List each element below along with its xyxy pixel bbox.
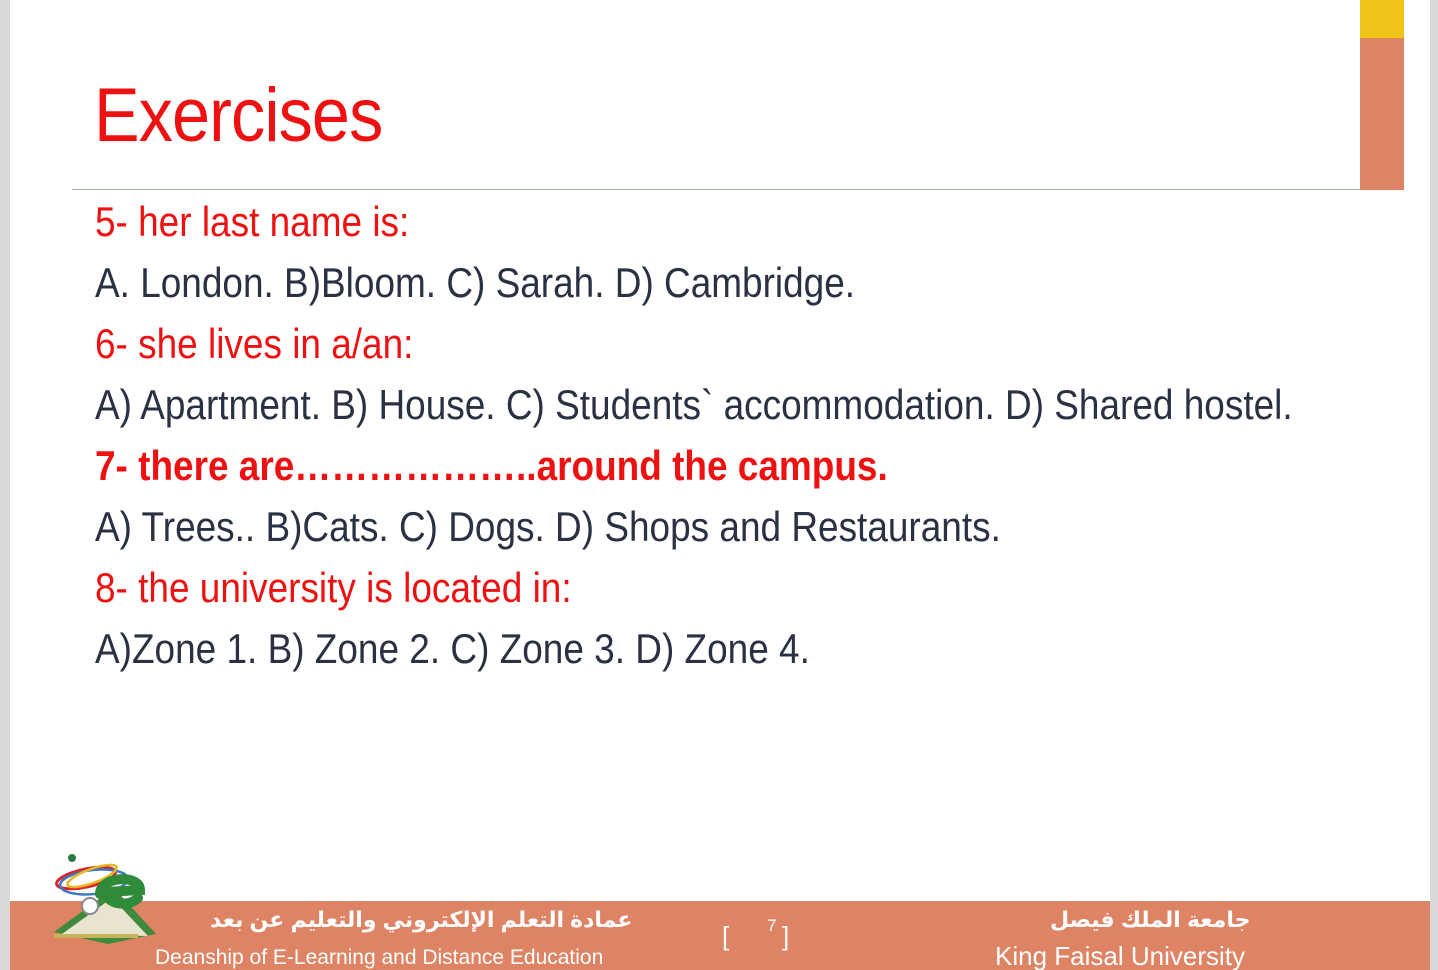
options-7: A) Trees.. B)Cats. C) Dogs. D) Shops and Restaurants.	[95, 503, 1001, 550]
question-7: 7- there are………………..around the campus.	[95, 442, 888, 489]
page-number: 7	[767, 916, 777, 935]
slide	[10, 0, 1430, 970]
university-english: King Faisal University	[995, 941, 1245, 970]
page-bracket-right: ]	[782, 921, 790, 951]
page-bracket-left: [	[722, 921, 730, 951]
exercise-list	[95, 196, 1395, 684]
e-learning-logo	[44, 848, 164, 948]
deanship-arabic: عمادة التعلم الإلكتروني والتعليم عن بعد	[210, 907, 633, 932]
question-6: 6- she lives in a/an:	[95, 320, 414, 367]
title-divider	[72, 189, 1360, 190]
accent-bar-yellow	[1360, 0, 1404, 38]
university-arabic: جامعة الملك فيصل	[1050, 907, 1251, 932]
slide-title: Exercises	[94, 73, 383, 158]
question-5: 5- her last name is:	[95, 198, 410, 245]
deanship-english: Deanship of E-Learning and Distance Education	[155, 946, 604, 969]
options-8: A)Zone 1. B) Zone 2. C) Zone 3. D) Zone 4.	[95, 625, 810, 672]
footer-bar	[10, 901, 1430, 970]
accent-bar-orange	[1360, 38, 1404, 190]
question-8: 8- the university is located in:	[95, 564, 572, 611]
options-6: A) Apartment. B) House. C) Students` accommodation. D) Shared hostel.	[95, 381, 1293, 428]
options-5: A. London. B)Bloom. C) Sarah. D) Cambridge.	[95, 259, 856, 306]
